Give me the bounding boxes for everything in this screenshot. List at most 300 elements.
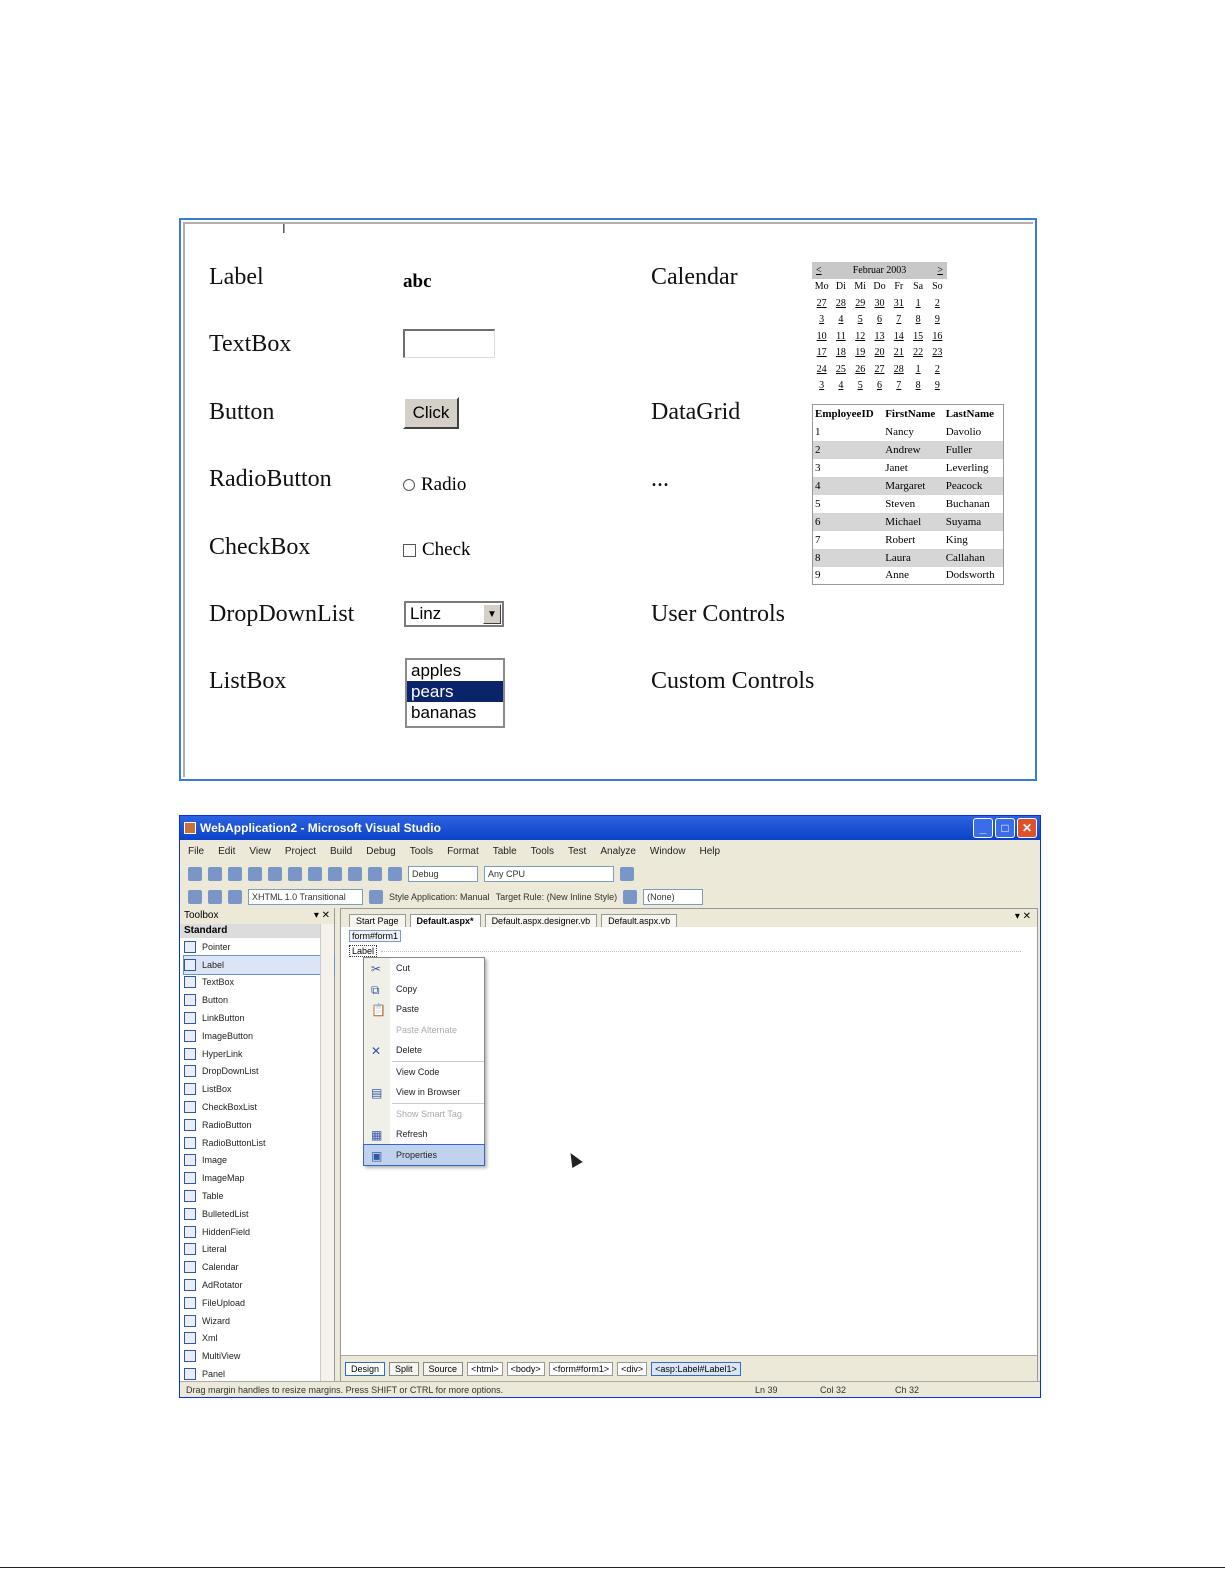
toolbox-item[interactable] (184, 1169, 334, 1187)
status-column: Col 32 (820, 1385, 847, 1395)
toolbox-item-label: Wizard (202, 1315, 231, 1326)
document-tabs (341, 909, 1037, 927)
menu-item-icon: ⧉ (371, 982, 380, 997)
table-cell: 6 (813, 513, 884, 531)
table-cell: 9 (815, 569, 821, 582)
context-menu-label: Paste Alternate (396, 1024, 458, 1035)
calendar-day[interactable]: 5 (857, 380, 863, 391)
toolbox-title: Toolbox (184, 910, 219, 921)
dropdownlist-label: DropDownList (209, 601, 355, 627)
calendar-day[interactable]: 20 (874, 347, 885, 358)
table-row (813, 513, 1004, 531)
calendar-day[interactable]: 15 (913, 330, 924, 342)
validate-icon[interactable] (369, 890, 383, 904)
window-title: WebApplication2 - Microsoft Visual Studio (200, 821, 441, 835)
toolbox-item[interactable] (184, 1027, 334, 1045)
chevron-down-icon[interactable]: ▼ (483, 604, 501, 624)
context-menu (363, 957, 485, 1166)
menu-item[interactable]: Test (568, 845, 587, 857)
button-label: Button (209, 399, 275, 425)
calendar-day[interactable]: 13 (874, 330, 885, 342)
outdent-icon[interactable] (228, 890, 242, 904)
redo-icon[interactable] (368, 867, 382, 881)
dropdown-value: Linz (410, 604, 442, 623)
menu-item[interactable]: View (249, 845, 271, 857)
context-menu-label: Delete (396, 1045, 423, 1056)
save-icon[interactable] (248, 867, 262, 881)
calendar-day[interactable]: 11 (836, 330, 846, 342)
calendar-day[interactable]: 18 (835, 347, 846, 358)
menu-item[interactable]: Tools (409, 845, 434, 857)
toolbox-item-label: AdRotator (202, 1280, 243, 1291)
table-cell: 3 (815, 461, 821, 474)
editor-bottom-bar (341, 1355, 1037, 1381)
configuration-combo[interactable]: Debug (408, 866, 478, 882)
view-button[interactable]: Source (423, 1362, 464, 1376)
tag-path-button[interactable]: <div> (617, 1362, 647, 1376)
status-bar (180, 1381, 1040, 1397)
menu-item-icon: 📋 (371, 1003, 386, 1017)
calendar-weekday: Sa (913, 281, 924, 292)
form-tag[interactable]: form#form1 (349, 930, 401, 942)
label-sample: abc (403, 271, 432, 292)
menu-item[interactable]: Edit (218, 845, 236, 857)
toolbox-item-label: ListBox (202, 1084, 232, 1095)
control-icon (184, 1279, 196, 1291)
calendar-day[interactable]: 29 (855, 297, 866, 309)
editor-area (340, 908, 1038, 1382)
calendar-weekday: Di (835, 281, 846, 292)
menu-item-icon: ▤ (371, 1086, 383, 1100)
table-row (813, 531, 1004, 549)
menu-item[interactable]: Table (492, 845, 517, 857)
calendar-day[interactable]: 5 (857, 314, 863, 325)
toolbox-item[interactable] (184, 956, 334, 974)
window-controls (973, 818, 1037, 838)
web-controls-screenshot (179, 218, 1037, 781)
close-document-icon[interactable]: ▾ ✕ (1014, 911, 1031, 922)
toolbox-item-label: Label (202, 959, 225, 970)
toolbox-item-label: Literal (202, 1244, 227, 1255)
table-cell: Robert (885, 533, 916, 546)
context-menu-item[interactable] (364, 1124, 484, 1145)
control-icon (184, 959, 196, 971)
control-icon (184, 1190, 196, 1202)
toolbox-item-label: Table (202, 1191, 224, 1202)
toolbox-item[interactable] (184, 1045, 334, 1063)
menu-bar (180, 840, 1040, 862)
calendar-day[interactable]: 26 (855, 363, 866, 375)
table-cell: Callahan (944, 549, 1004, 567)
radiobutton-label: RadioButton (209, 466, 332, 492)
table-cell: Andrew (883, 441, 944, 459)
calendar-day[interactable]: 19 (855, 347, 866, 358)
context-menu-item[interactable] (364, 1082, 484, 1103)
find-icon[interactable] (620, 867, 634, 881)
table-cell: 5 (815, 497, 821, 510)
close-icon[interactable]: ▾ ✕ (313, 910, 330, 921)
calendar-weekday: Mi (854, 281, 867, 292)
document-tab[interactable]: Start Page (349, 914, 406, 927)
table-row (813, 549, 1004, 567)
table-cell: Steven (885, 497, 916, 510)
status-char: Ch 32 (895, 1385, 920, 1395)
menu-item-icon: ▦ (371, 1128, 383, 1142)
table-cell: 1 (815, 425, 821, 438)
calendar-days (812, 296, 947, 395)
toolbox-item-label: TextBox (202, 977, 235, 988)
context-menu-item (364, 1020, 484, 1041)
toolbox-item-label: HiddenField (202, 1226, 251, 1237)
toolbox-item-label: Image (202, 1155, 228, 1166)
table-row (813, 495, 1004, 513)
toolbox-item[interactable] (184, 991, 334, 1009)
calendar-day[interactable]: 6 (876, 314, 882, 325)
platform-combo[interactable]: Any CPU (484, 866, 614, 882)
design-surface (183, 222, 1033, 777)
control-icon (184, 1350, 196, 1362)
context-menu-label: Show Smart Tag (396, 1108, 462, 1119)
table-cell: Dodsworth (945, 569, 995, 582)
cut-icon[interactable] (288, 867, 302, 881)
font-combo[interactable]: (None) (643, 889, 703, 905)
table-cell: 8 (813, 549, 884, 567)
title-bar (180, 816, 1040, 840)
save-all-icon[interactable] (268, 867, 282, 881)
calendar-day[interactable]: 25 (835, 363, 846, 375)
calendar-day[interactable]: 28 (835, 297, 846, 309)
text-caret-icon: I (282, 221, 286, 236)
calendar-day[interactable]: 1 (915, 297, 921, 309)
calendar-weekdays (812, 279, 947, 296)
toolbox-item[interactable] (184, 938, 334, 956)
table-cell: Peacock (944, 477, 1004, 495)
context-menu-item[interactable] (364, 958, 484, 979)
calendar-weekday: So (932, 281, 943, 292)
calendar-day[interactable]: 27 (816, 297, 827, 309)
listbox-item-selected[interactable]: pears (407, 681, 503, 702)
minimize-icon[interactable]: _ (973, 818, 993, 838)
more-label: ... (651, 466, 669, 492)
table-cell: Michael (883, 513, 944, 531)
table-row (813, 477, 1004, 495)
doctype-combo[interactable]: XHTML 1.0 Transitional (248, 889, 363, 905)
toolbox-group-standard[interactable]: Standard (180, 924, 334, 938)
datagrid-column-header: FirstName (885, 407, 936, 420)
table-cell: Suyama (944, 513, 1004, 531)
radio-text: Radio (421, 474, 467, 495)
calendar-day[interactable]: 3 (819, 314, 825, 325)
user-controls-label: User Controls (651, 601, 785, 627)
start-icon[interactable] (388, 867, 402, 881)
calendar-day[interactable]: 1 (915, 363, 921, 375)
context-menu-item[interactable] (364, 1040, 484, 1061)
table-row (813, 441, 1004, 459)
toolbox-item-label: CheckBoxList (202, 1102, 258, 1113)
toolbox-item[interactable] (184, 1152, 334, 1170)
toolbox-item[interactable] (184, 1347, 334, 1365)
toolbox-item-label: Button (202, 995, 229, 1006)
toolbox-item[interactable] (184, 1223, 334, 1241)
toolbox-item[interactable] (184, 1080, 334, 1098)
control-icon (184, 1243, 196, 1255)
table-cell: 7 (815, 533, 821, 546)
align-icon[interactable] (188, 890, 202, 904)
calendar-day[interactable]: 8 (915, 314, 921, 325)
calendar-day[interactable]: 9 (934, 380, 940, 391)
toolbox-item[interactable] (184, 1187, 334, 1205)
calendar-weekday: Fr (894, 281, 904, 292)
toolbox-item[interactable] (184, 1276, 334, 1294)
radio-circle-icon[interactable] (403, 479, 415, 491)
maximize-icon[interactable]: □ (995, 818, 1015, 838)
context-menu-item[interactable] (364, 979, 484, 1000)
app-icon (184, 822, 196, 834)
toolbox-item-label: Pointer (202, 941, 231, 952)
context-menu-label: Cut (396, 963, 411, 974)
status-text: Drag margin handles to resize margins. Press SHIFT or CTRL for more options. (186, 1385, 504, 1395)
table-cell: Davolio (945, 425, 982, 438)
context-menu-label: View Code (396, 1066, 440, 1077)
checkbox-label: CheckBox (209, 534, 311, 560)
calendar-day[interactable]: 31 (893, 297, 904, 309)
table-cell: Margaret (883, 477, 944, 495)
context-menu-label: View in Browser (396, 1087, 461, 1098)
table-cell: Leverling (945, 461, 989, 474)
table-cell: Nancy (885, 425, 914, 438)
form-boundary (381, 951, 1021, 952)
menu-item[interactable]: Analyze (600, 845, 636, 857)
control-icon (184, 1137, 196, 1149)
toolbox-item[interactable] (184, 1330, 334, 1348)
toolbox-item[interactable] (184, 1116, 334, 1134)
control-icon (184, 1332, 196, 1344)
toolbox-item-label: Panel (202, 1369, 226, 1380)
table-cell: Buchanan (945, 497, 990, 510)
dropdown-sample[interactable] (404, 601, 504, 627)
calendar-day[interactable]: 27 (874, 363, 885, 375)
check-text: Check (422, 539, 471, 560)
textbox-sample[interactable] (403, 329, 495, 358)
datagrid-sample (812, 404, 1004, 585)
listbox-label: ListBox (209, 668, 287, 694)
copy-icon[interactable] (308, 867, 322, 881)
toolbox-item[interactable] (184, 1134, 334, 1152)
calendar-day[interactable]: 4 (838, 314, 844, 325)
calendar-weekday: Do (873, 281, 886, 292)
toolbox-item[interactable] (184, 1312, 334, 1330)
tag-path-button[interactable]: <asp:Label#Label1> (651, 1362, 741, 1376)
datagrid-label: DataGrid (651, 399, 741, 425)
listbox-sample[interactable] (405, 658, 505, 728)
calendar-day[interactable]: 21 (893, 347, 904, 358)
calendar-day[interactable]: 9 (934, 314, 940, 325)
control-icon (184, 1154, 196, 1166)
datagrid-header-row (813, 405, 1004, 423)
table-row (813, 567, 1004, 585)
menu-item-icon: ✕ (371, 1044, 382, 1058)
listbox-item[interactable]: bananas (411, 703, 477, 722)
toolbox-item-label: RadioButtonList (202, 1137, 266, 1148)
tag-path-button[interactable]: <body> (507, 1362, 545, 1376)
toolbox-items (180, 938, 334, 1383)
toolbox-scrollbar[interactable] (320, 924, 334, 1382)
calendar-day[interactable]: 14 (893, 330, 904, 342)
check-sample[interactable] (403, 539, 471, 561)
calendar-prev-link[interactable]: < (816, 265, 822, 276)
table-row (813, 459, 1004, 477)
toolbox-item[interactable] (184, 1009, 334, 1027)
toolbox-item[interactable] (184, 1241, 334, 1259)
toolbox-item-label: HyperLink (202, 1048, 243, 1059)
calendar-day[interactable]: 16 (932, 330, 943, 342)
custom-controls-label: Custom Controls (651, 668, 815, 694)
toolbox-item-label: BulletedList (202, 1208, 249, 1219)
toolbox-panel (180, 908, 335, 1382)
page-bottom-rule (0, 1567, 1225, 1568)
toolbox-item[interactable] (184, 1294, 334, 1312)
menu-item[interactable]: Build (329, 845, 353, 857)
calendar-day[interactable]: 6 (876, 380, 882, 391)
table-cell: Janet (885, 461, 908, 474)
menu-item[interactable]: Format (447, 845, 479, 857)
table-cell: 4 (813, 477, 884, 495)
datagrid-column-header: EmployeeID (815, 407, 874, 420)
calendar-day[interactable]: 23 (932, 347, 943, 358)
control-icon (184, 1119, 196, 1131)
click-button[interactable]: Click (403, 397, 459, 429)
toolbox-item-label: MultiView (202, 1351, 241, 1362)
context-menu-item[interactable] (364, 999, 484, 1020)
view-button[interactable]: Split (389, 1362, 419, 1376)
document-tab[interactable]: Default.aspx* (410, 914, 481, 927)
style-application-label: Style Application: Manual (389, 891, 490, 902)
document-tab[interactable]: Default.aspx.designer.vb (485, 914, 598, 927)
context-menu-item (364, 1104, 484, 1125)
table-cell: Laura (883, 549, 944, 567)
toolbox-header (180, 908, 334, 924)
standard-toolbar (180, 862, 1040, 885)
document-tab[interactable]: Default.aspx.vb (601, 914, 677, 927)
tag-path-button[interactable]: <form#form1> (549, 1362, 614, 1376)
indent-icon[interactable] (208, 890, 222, 904)
context-menu-label: Paste (396, 1004, 420, 1015)
target-rule-label: Target Rule: (New Inline Style) (495, 891, 618, 902)
menu-item[interactable]: Help (699, 845, 721, 857)
calendar-day[interactable]: 2 (934, 297, 940, 309)
calendar-day[interactable]: 7 (896, 314, 902, 325)
textbox-label: TextBox (209, 331, 292, 357)
menu-item[interactable]: Project (284, 845, 316, 857)
menu-item-icon: ▣ (371, 1148, 383, 1163)
toolbox-item-label: ImageMap (202, 1173, 245, 1184)
calendar-day[interactable]: 2 (934, 363, 940, 375)
label-control[interactable]: Label (349, 945, 377, 957)
status-line: Ln 39 (755, 1385, 778, 1395)
toolbox-item[interactable] (184, 1063, 334, 1081)
calendar-day[interactable]: 12 (855, 330, 866, 342)
tag-path-button[interactable]: <html> (467, 1362, 503, 1376)
control-icon (184, 1208, 196, 1220)
paste-icon[interactable] (328, 867, 342, 881)
calendar-header (812, 262, 947, 279)
control-icon (184, 1048, 196, 1060)
calendar-day[interactable]: 28 (893, 363, 904, 375)
calendar-weekday: Mo (814, 281, 829, 292)
toolbox-item-label: Xml (202, 1333, 218, 1344)
context-menu-label: Properties (396, 1149, 438, 1160)
close-icon[interactable]: ✕ (1017, 818, 1037, 838)
toolbox-item[interactable] (184, 1258, 334, 1276)
control-icon (184, 1065, 196, 1077)
toolbox-item[interactable] (184, 1098, 334, 1116)
view-button[interactable]: Design (345, 1362, 385, 1376)
control-icon (184, 994, 196, 1006)
checkbox-icon[interactable] (403, 544, 416, 557)
toolbox-item[interactable] (184, 974, 334, 992)
toolbox-item[interactable] (184, 1205, 334, 1223)
calendar-day[interactable]: 10 (816, 330, 827, 342)
menu-item[interactable]: Window (649, 845, 686, 857)
control-icon (184, 1226, 196, 1238)
open-icon[interactable] (228, 867, 242, 881)
toolbox-item-label: RadioButton (202, 1119, 252, 1130)
calendar-day[interactable]: 30 (874, 297, 885, 309)
calendar-day[interactable]: 3 (819, 380, 825, 391)
calendar-day[interactable]: 22 (913, 347, 924, 358)
add-item-icon[interactable] (208, 867, 222, 881)
table-cell: Anne (885, 569, 910, 582)
control-icon (184, 1083, 196, 1095)
control-icon (184, 1172, 196, 1184)
toolbox-item-label: DropDownList (202, 1066, 259, 1077)
calendar-next-link[interactable]: > (937, 265, 943, 276)
visual-studio-window (179, 815, 1041, 1398)
control-icon (184, 1030, 196, 1042)
menu-item[interactable]: File (188, 845, 205, 857)
calendar-day[interactable]: 17 (816, 347, 827, 358)
calendar-day[interactable]: 8 (915, 380, 921, 391)
new-project-icon[interactable] (188, 867, 202, 881)
menu-item[interactable]: Tools (530, 845, 554, 857)
context-menu-item[interactable] (364, 1062, 484, 1083)
table-cell: King (945, 533, 968, 546)
control-icon (184, 1101, 196, 1113)
table-cell: 2 (813, 441, 884, 459)
calendar-day[interactable]: 24 (816, 363, 827, 375)
menu-item[interactable]: Debug (366, 845, 396, 857)
radio-sample[interactable] (403, 474, 466, 496)
control-icon (184, 1261, 196, 1273)
undo-icon[interactable] (348, 867, 362, 881)
control-icon (184, 976, 196, 988)
menu-item-icon: ✂ (371, 962, 382, 976)
calendar-day[interactable]: 4 (838, 380, 844, 391)
toolbox-item-label: ImageButton (202, 1030, 254, 1041)
control-icon (184, 1297, 196, 1309)
label-label: Label (209, 264, 264, 290)
design-view[interactable] (341, 927, 1037, 1355)
calendar-day[interactable]: 7 (896, 380, 902, 391)
table-cell: Fuller (944, 441, 1004, 459)
css-icon[interactable] (623, 890, 637, 904)
control-icon (184, 941, 196, 953)
toolbox-item-label: LinkButton (202, 1013, 245, 1024)
control-icon (184, 1368, 196, 1380)
context-menu-item[interactable] (364, 1145, 484, 1166)
listbox-item[interactable]: apples (411, 661, 462, 680)
calendar-sample (812, 262, 947, 395)
